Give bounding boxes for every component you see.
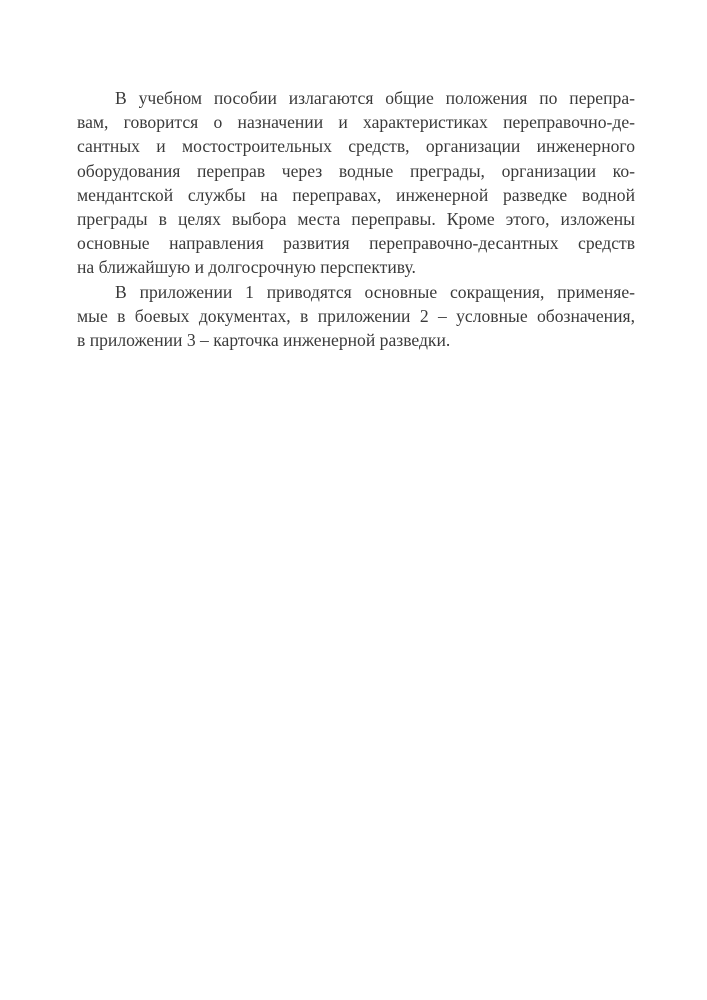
text-line: оборудования переправ через водные преграды, организации ко- xyxy=(77,160,635,181)
text-line: сантных и мостостроительных средств, организации инженерного xyxy=(77,136,635,157)
text-line: В приложении 1 приводятся основные сокращения, применяе- xyxy=(115,281,635,302)
text-line: вам, говорится о назначении и характеристиках переправочно-де- xyxy=(77,112,635,133)
paragraph-intro xyxy=(77,86,635,280)
text-line: основные направления развития переправочно-десантных средств xyxy=(77,233,635,254)
text-line: мендантской службы на переправах, инженерной разведке водной xyxy=(77,184,635,205)
text-line: в приложении 3 – карточка инженерной разведки. xyxy=(77,329,451,350)
text-line: преграды в целях выбора места переправы. Кроме этого, изложены xyxy=(77,208,635,229)
text-line: В учебном пособии излагаются общие положения по перепра- xyxy=(115,88,635,108)
paragraph-appendices xyxy=(77,280,635,353)
text-line: на ближайшую и долгосрочную перспективу. xyxy=(77,257,416,278)
body-text xyxy=(77,86,635,352)
text-line: мые в боевых документах, в приложении 2 – условные обозначения, xyxy=(77,305,635,326)
